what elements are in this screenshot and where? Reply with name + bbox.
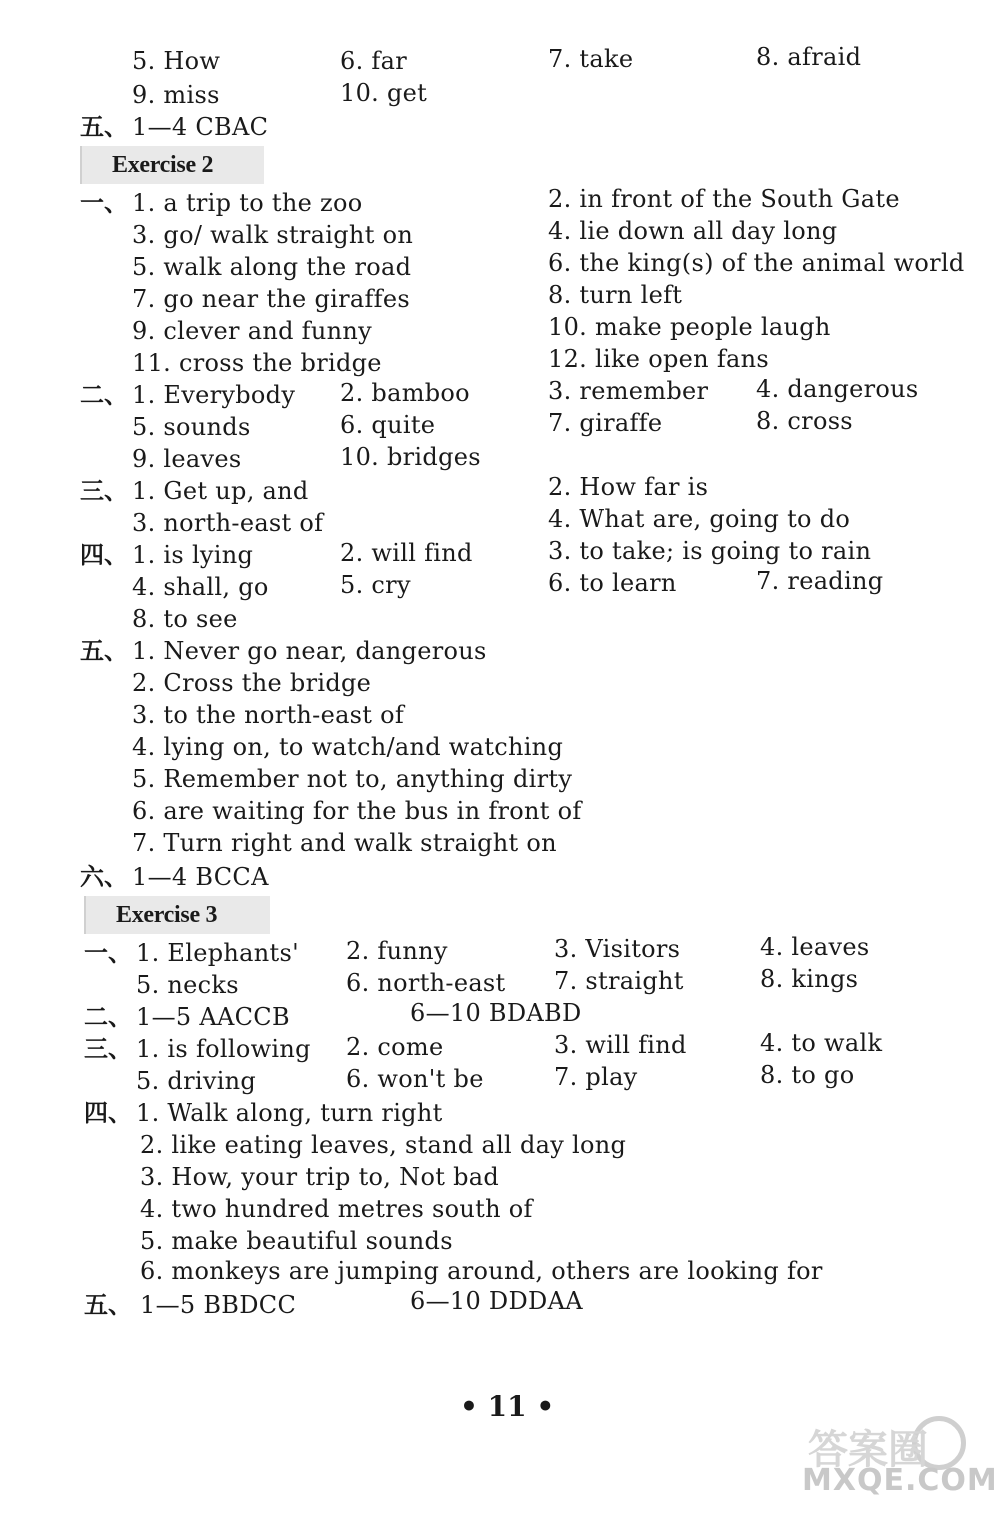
exercise-2-header: [80, 146, 264, 184]
watermark-logo: [802, 1416, 998, 1498]
answer-line: 5. sounds: [132, 413, 251, 441]
answer-line: 8. to see: [132, 605, 238, 633]
answer-line: 2. bamboo: [340, 379, 470, 407]
answer-line: 6. are waiting for the bus in front of: [132, 797, 582, 825]
section-number: 一、: [84, 938, 132, 967]
answer-line: 6. far: [340, 47, 407, 75]
page-number: • 11 •: [460, 1390, 555, 1423]
answer-line: 1. Get up, and: [132, 477, 309, 505]
answer-line: 5. cry: [340, 571, 411, 599]
answer-line: 2. in front of the South Gate: [548, 185, 900, 213]
answer-line: 5. driving: [136, 1067, 257, 1095]
watermark-cn: 答案圈: [808, 1427, 928, 1473]
answer-line: 2. Cross the bridge: [132, 669, 372, 697]
exercise-3-title: Exercise 3: [116, 902, 218, 928]
answer-line: 7. giraffe: [548, 409, 663, 437]
answer-line: 3. to the north-east of: [132, 701, 405, 729]
answer-line: 2. like eating leaves, stand all day long: [140, 1131, 627, 1159]
answer-line: 7. go near the giraffes: [132, 285, 410, 313]
answer-line: 3. to take; is going to rain: [548, 537, 872, 565]
answer-line: 1—5 BBDCC: [140, 1291, 297, 1319]
answer-line: 8. to go: [760, 1061, 855, 1089]
answer-line: 1—4 CBAC: [132, 113, 269, 141]
answer-line: 7. reading: [756, 567, 884, 595]
answer-line: 6—10 DDDAA: [410, 1287, 583, 1315]
answer-line: 1—4 BCCA: [132, 863, 269, 891]
answer-line: 1. Walk along, turn right: [136, 1099, 443, 1127]
answer-line: 1. Elephants': [136, 939, 299, 967]
answer-line: 2. funny: [346, 937, 448, 965]
answer-line: 1. is following: [136, 1035, 311, 1063]
answer-line: 1. Never go near, dangerous: [132, 637, 487, 665]
answer-line: 8. turn left: [548, 281, 683, 309]
answer-line: 3. will find: [554, 1031, 687, 1059]
answer-line: 3. Visitors: [554, 935, 681, 963]
answer-line: 7. straight: [554, 967, 684, 995]
answer-line: 10. bridges: [340, 443, 481, 471]
answer-line: 4. shall, go: [132, 573, 269, 601]
section-number: 四、: [84, 1098, 132, 1127]
section-number: 五、: [80, 636, 128, 665]
answer-line: 7. play: [554, 1063, 638, 1091]
answer-line: 4. lying on, to watch/and watching: [132, 733, 564, 761]
answer-line: 5. How: [132, 47, 221, 75]
watermark-text: MXQE.COM: [802, 1463, 998, 1498]
answer-line: 3. north-east of: [132, 509, 324, 537]
section-number: 四、: [80, 540, 128, 569]
section-number: 三、: [84, 1034, 132, 1063]
answer-line: 3. go/ walk straight on: [132, 221, 414, 249]
answer-line: 1. a trip to the zoo: [132, 189, 363, 217]
answer-line: 5. walk along the road: [132, 253, 412, 281]
answer-line: 6. monkeys are jumping around, others are looking for: [140, 1257, 823, 1285]
exercise-3-header: [84, 896, 270, 934]
answer-line: 4. two hundred metres south of: [140, 1195, 533, 1223]
answer-line: 5. necks: [136, 971, 239, 999]
section-number: 五、: [84, 1290, 132, 1319]
section-number: 五、: [80, 112, 128, 141]
section-number: 六、: [80, 862, 128, 891]
answer-line: 3. How, your trip to, Not bad: [140, 1163, 500, 1191]
answer-line: 4. to walk: [760, 1029, 883, 1057]
answer-line: 6. won't be: [346, 1065, 484, 1093]
answer-line: 4. lie down all day long: [548, 217, 838, 245]
answer-line: 2. come: [346, 1033, 444, 1061]
answer-line: 2. will find: [340, 539, 473, 567]
answer-line: 6. north-east: [346, 969, 506, 997]
answer-line: 8. cross: [756, 407, 853, 435]
section-number: 三、: [80, 476, 128, 505]
answer-line: 4. leaves: [760, 933, 870, 961]
answer-line: 6. quite: [340, 411, 436, 439]
answer-line: 11. cross the bridge: [132, 349, 382, 377]
answer-line: 2. How far is: [548, 473, 709, 501]
answer-line: 5. make beautiful sounds: [140, 1227, 453, 1255]
answer-line: 9. miss: [132, 81, 220, 109]
section-number: 二、: [80, 380, 128, 409]
answer-line: 9. leaves: [132, 445, 242, 473]
answer-line: 10. make people laugh: [548, 313, 831, 341]
answer-line: 6. to learn: [548, 569, 677, 597]
answer-line: 4. dangerous: [756, 375, 919, 403]
answer-line: 4. What are, going to do: [548, 505, 851, 533]
answer-line: 7. take: [548, 45, 634, 73]
answer-line: 6—10 BDABD: [410, 999, 582, 1027]
answer-line: 12. like open fans: [548, 345, 769, 373]
answer-line: 1. Everybody: [132, 381, 296, 409]
answer-line: 3. remember: [548, 377, 709, 405]
answer-line: 8. afraid: [756, 43, 862, 71]
answer-line: 1. is lying: [132, 541, 254, 569]
answer-line: 6. the king(s) of the animal world: [548, 249, 965, 277]
answer-line: 7. Turn right and walk straight on: [132, 829, 557, 857]
answer-line: 5. Remember not to, anything dirty: [132, 765, 573, 793]
answer-line: 8. kings: [760, 965, 859, 993]
answer-line: 9. clever and funny: [132, 317, 372, 345]
exercise-2-title: Exercise 2: [112, 152, 214, 178]
answer-line: 1—5 AACCB: [136, 1003, 290, 1031]
section-number: 二、: [84, 1002, 132, 1031]
answer-line: 10. get: [340, 79, 428, 107]
section-number: 一、: [80, 188, 128, 217]
